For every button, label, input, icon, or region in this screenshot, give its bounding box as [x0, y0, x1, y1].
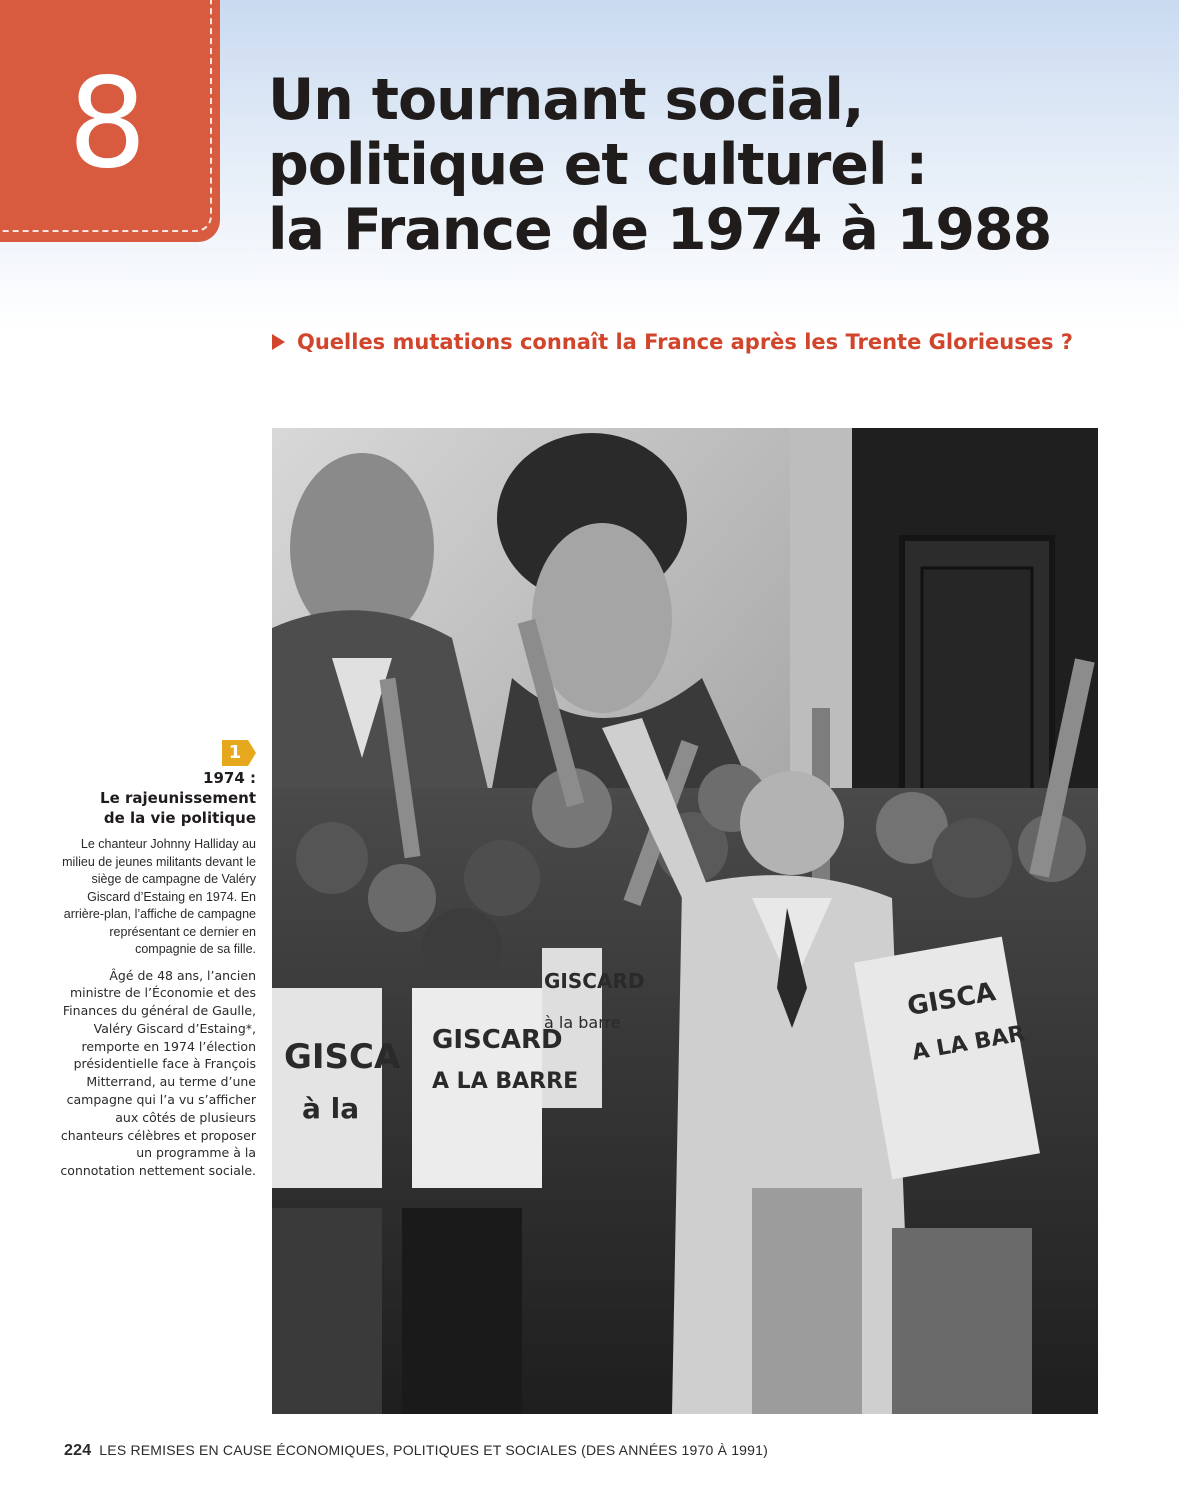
shirt-text-2b: A LA BARRE — [432, 1069, 579, 1094]
shirt-text-4b: A LA BAR — [910, 1021, 1027, 1066]
shirt-text-2: GISCARD — [432, 1025, 563, 1055]
campaign-photo-illustration — [272, 428, 1098, 1414]
chapter-question-text: Quelles mutations connaît la France après les Trente Glorieuses ? — [297, 330, 1073, 354]
footer-section-title: LES REMISES EN CAUSE ÉCONOMIQUES, POLITIQUES ET SOCIALES (DES ANNÉES 1970 À 1991) — [99, 1442, 769, 1458]
document-title-line-3: de la vie politique — [103, 809, 256, 827]
document-caption — [60, 740, 256, 1180]
document-body-text: Âgé de 48 ans, l’ancien ministre de l’Économie et des Finances du général de Gaulle, Valéry Giscard d’Estaing*, remporte en 1974 l’élection présidentielle face à François Mitterrand, au terme d’une campagne qui l’a vu s’afficher aux côtés de plusieurs chanteurs célèbres et proposer un programme à la connotation nettement sociale. — [60, 967, 256, 1179]
shirt-text-1: GISCA — [284, 1037, 401, 1077]
chapter-question — [272, 328, 1152, 356]
document-number-badge: 1 — [222, 740, 248, 766]
document-title-line-1: 1974 : — [203, 769, 256, 787]
chapter-title-line-3: la France de 1974 à 1988 — [268, 197, 1052, 263]
chapter-title-line-2: politique et culturel : — [268, 132, 928, 198]
chapter-title — [268, 68, 1148, 263]
shirt-text-1b: à la — [302, 1092, 360, 1125]
shirt-text-3: GISCARD — [544, 969, 645, 993]
photo-caption: Le chanteur Johnny Halliday au milieu de jeunes militants devant le siège de campagne de Valéry Giscard d’Estaing en 1974. En arrière-plan, l’affiche de campagne représentant ce dernier en compagnie de sa fille. — [62, 837, 256, 956]
page-footer — [64, 1442, 1124, 1460]
page-number: 224 — [64, 1442, 92, 1459]
document-title — [60, 768, 256, 828]
campaign-photo — [272, 428, 1098, 1414]
chapter-tab — [0, 0, 220, 242]
triangle-bullet-icon — [272, 334, 285, 350]
shirt-text-4: GISCA — [905, 977, 998, 1023]
document-title-line-2: Le rajeunissement — [100, 789, 256, 807]
chapter-title-line-1: Un tournant social, — [268, 67, 864, 133]
chapter-number: 8 — [68, 52, 147, 196]
shirt-text-3b: à la barre — [544, 1013, 621, 1032]
